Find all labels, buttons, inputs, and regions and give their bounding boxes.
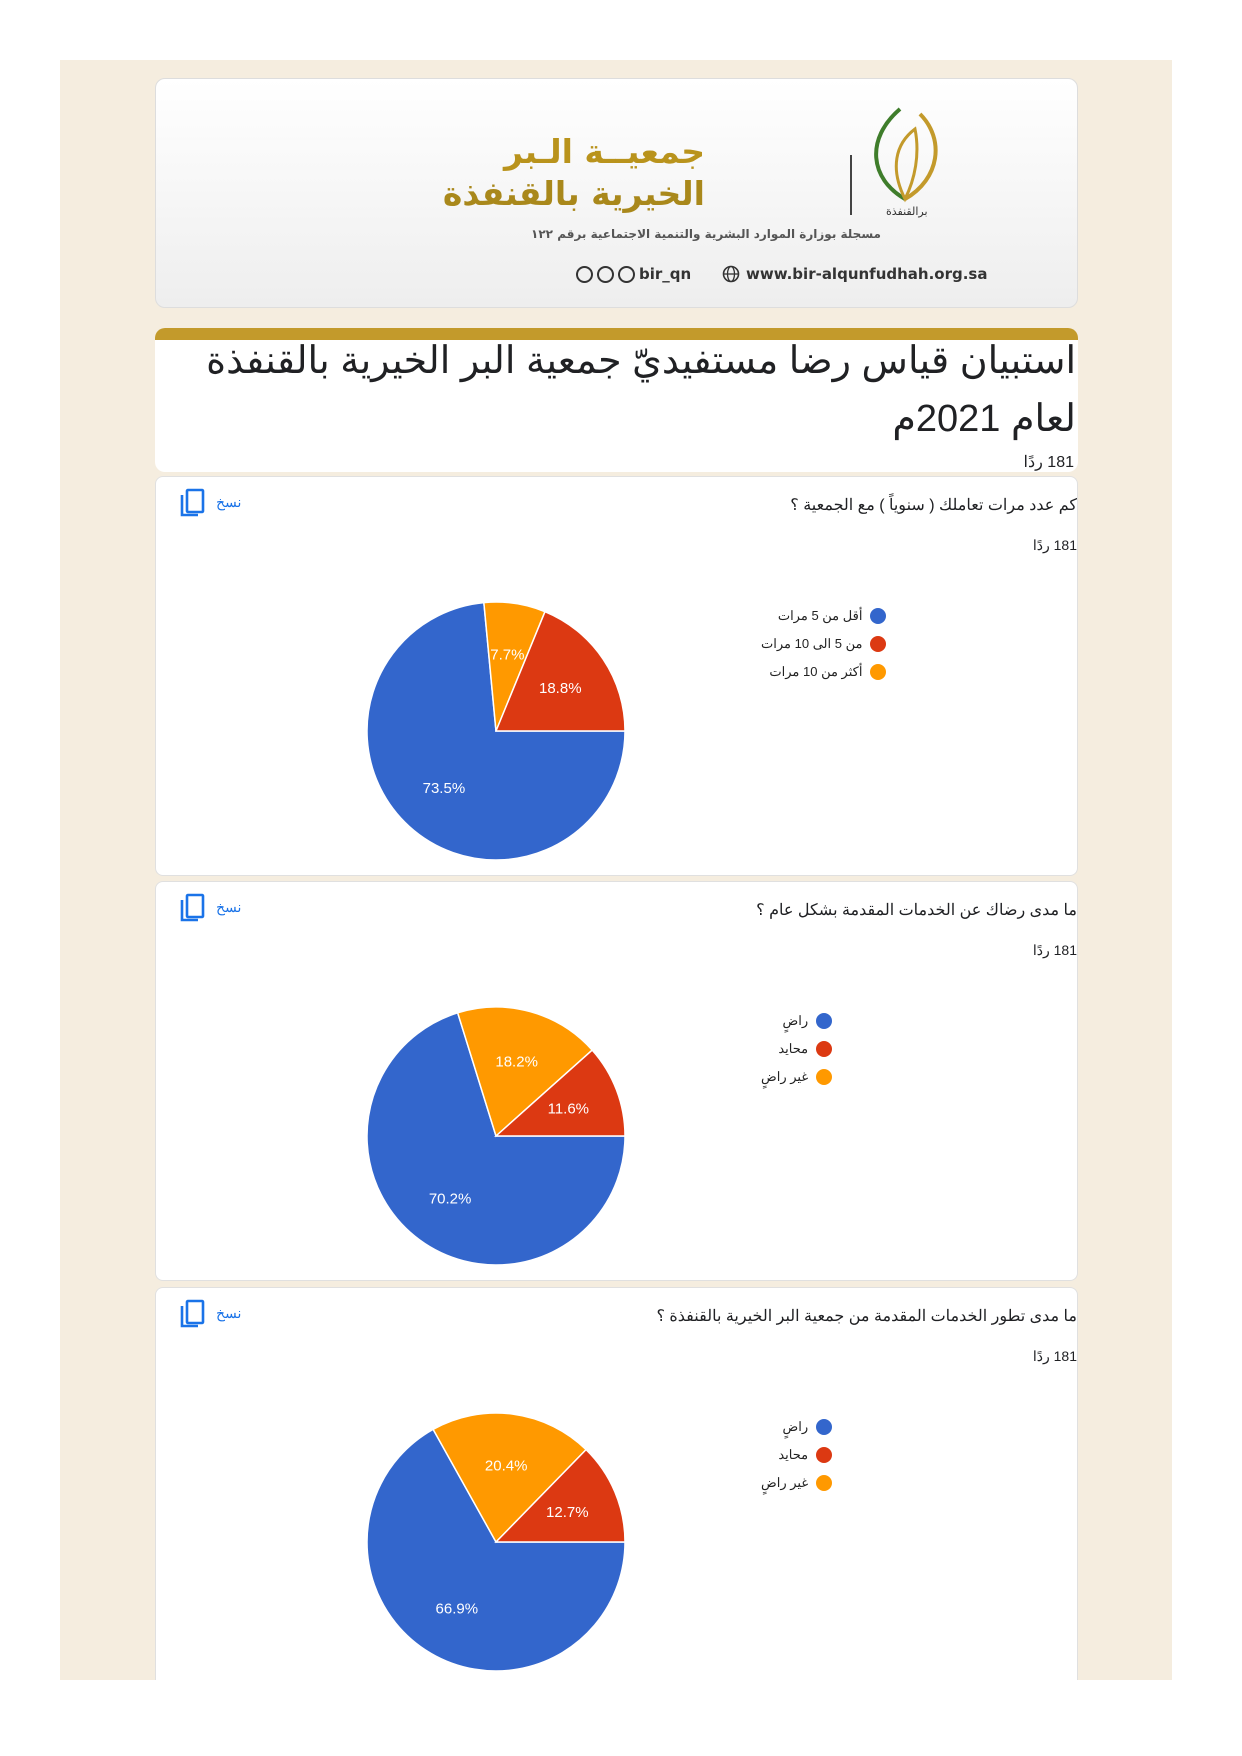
chart-legend xyxy=(761,1007,832,1091)
slice-label: 66.9% xyxy=(435,1600,479,1618)
org-name-line1: جمعيــة الـبر xyxy=(503,132,705,171)
total-responses: 181 ردًا xyxy=(1023,454,1074,471)
snapchat-icon[interactable] xyxy=(576,266,593,283)
instagram-icon[interactable] xyxy=(618,266,635,283)
slice-label: 70.2% xyxy=(428,1190,472,1208)
leaf-logo-icon xyxy=(860,99,950,209)
legend-swatch xyxy=(870,608,886,624)
slice-label: 18.2% xyxy=(495,1053,538,1071)
legend-swatch xyxy=(816,1419,832,1435)
legend-item xyxy=(761,1063,832,1091)
question-title: ما مدى رضاك عن الخدمات المقدمة بشكل عام ؟ xyxy=(756,902,1077,919)
legend-label: أكثر من 10 مرات xyxy=(769,664,863,679)
slice-label: 7.7% xyxy=(490,646,525,664)
legend-item xyxy=(761,1469,832,1497)
legend-item xyxy=(761,602,886,630)
question-card-1 xyxy=(155,476,1078,876)
question-title: ما مدى تطور الخدمات المقدمة من جمعية البر الخيرية بالقنفذة ؟ xyxy=(656,1308,1077,1325)
twitter-icon[interactable] xyxy=(597,266,614,283)
slice-label: 11.6% xyxy=(547,1100,590,1118)
legend-swatch xyxy=(870,636,886,652)
question-card-2 xyxy=(155,881,1078,1281)
legend-label: محايد xyxy=(778,1041,809,1056)
legend-label: غير راضٍ xyxy=(761,1475,809,1490)
legend-item xyxy=(761,658,886,686)
slice-label: 73.5% xyxy=(422,780,466,798)
header-banner xyxy=(155,78,1078,308)
slice-label: 20.4% xyxy=(484,1457,528,1475)
chart-legend xyxy=(761,1413,832,1497)
legend-swatch xyxy=(816,1447,832,1463)
legend-swatch xyxy=(870,664,886,680)
social-links xyxy=(576,265,691,283)
logo-caption: برالقنفذة xyxy=(886,205,928,218)
copy-label: نسخ xyxy=(216,493,242,510)
chart-legend xyxy=(761,602,886,686)
slice-label: 12.7% xyxy=(546,1503,589,1521)
pie-chart xyxy=(156,477,1079,877)
form-title-card xyxy=(155,328,1078,472)
question-responses: 181 ردًا xyxy=(1032,942,1077,958)
registry-text: مسجلة بوزارة الموارد البشرية والتنمية الاجتماعية برقم ١٢٢ xyxy=(531,227,881,241)
website-url: www.bir-alqunfudhah.org.sa xyxy=(746,265,988,283)
legend-item xyxy=(761,1441,832,1469)
pie-chart xyxy=(156,882,1079,1282)
legend-label: راضٍ xyxy=(782,1419,809,1434)
social-handle: bir_qn xyxy=(639,265,692,283)
legend-item xyxy=(761,1007,832,1035)
org-name-line2: الخيرية بالقنفذة xyxy=(442,174,705,213)
legend-label: راضٍ xyxy=(782,1013,809,1028)
pie-chart xyxy=(156,1288,1079,1681)
legend-label: أقل من 5 مرات xyxy=(777,608,863,623)
question-responses: 181 ردًا xyxy=(1032,1348,1077,1364)
copy-label: نسخ xyxy=(216,1304,242,1321)
legend-swatch xyxy=(816,1475,832,1491)
legend-swatch xyxy=(816,1069,832,1085)
question-card-3 xyxy=(155,1287,1078,1680)
website-link[interactable] xyxy=(722,265,987,283)
legend-item xyxy=(761,1035,832,1063)
legend-label: محايد xyxy=(778,1447,809,1462)
copy-label: نسخ xyxy=(216,898,242,915)
globe-icon xyxy=(722,265,740,283)
legend-swatch xyxy=(816,1041,832,1057)
legend-item xyxy=(761,630,886,658)
form-title: استبيان قياس رضا مستفيديّ جمعية البر الخيرية بالقنفذة لعام 2021م xyxy=(206,340,1076,440)
org-name xyxy=(365,131,705,215)
slice-label: 18.8% xyxy=(539,679,582,697)
logo-divider xyxy=(850,155,852,215)
legend-item xyxy=(761,1413,832,1441)
question-responses: 181 ردًا xyxy=(1032,537,1077,553)
legend-swatch xyxy=(816,1013,832,1029)
legend-label: من 5 الى 10 مرات xyxy=(761,636,863,651)
question-title: كم عدد مرات تعاملك ( سنوياً ) مع الجمعية ؟ xyxy=(790,497,1077,514)
legend-label: غير راضٍ xyxy=(761,1069,809,1084)
